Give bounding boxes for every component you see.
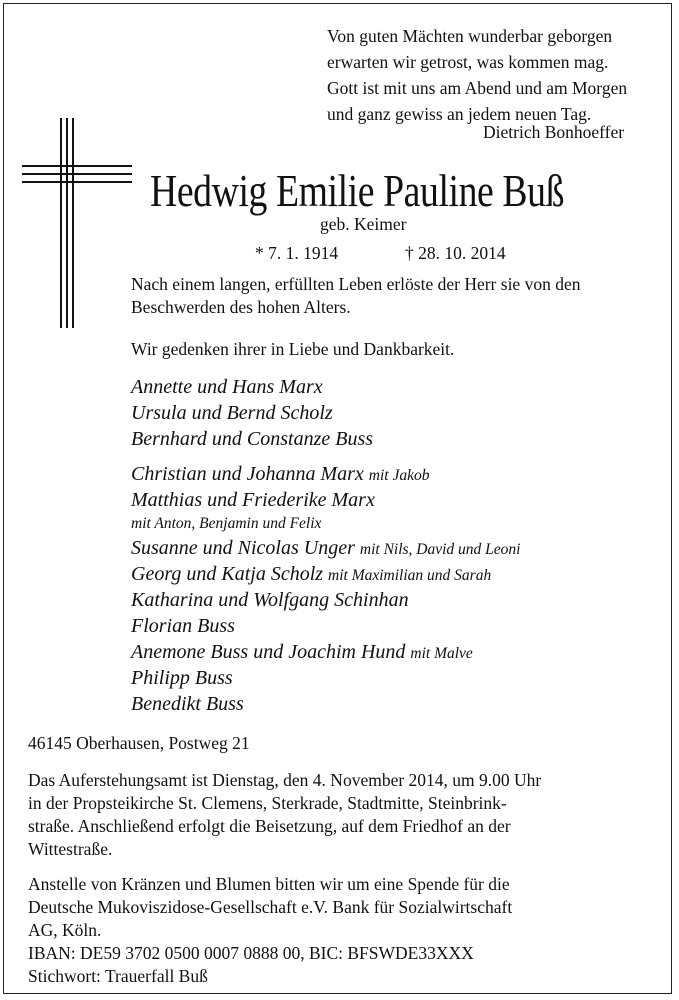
- deceased-name: Hedwig Emilie Pauline Buß: [150, 165, 565, 216]
- donation-line: IBAN: DE59 3702 0500 0007 0888 00, BIC: BFSWDE33XXX: [28, 943, 474, 963]
- mourner-grandchild: [131, 535, 521, 561]
- mourner-names: Philipp Buss: [131, 667, 233, 689]
- donation-info: [28, 873, 645, 988]
- mourner-names: Benedikt Buss: [131, 693, 244, 715]
- death-date: † 28. 10. 2014: [405, 243, 506, 263]
- funeral-line: Das Auferstehungsamt ist Dienstag, den 4. November 2014, um 9.00 Uhr: [28, 770, 542, 790]
- poem-line: Von guten Mächten wunderbar geborgen: [327, 26, 613, 46]
- mourner-names: Anemone Buss und Joachim Hund: [131, 641, 406, 663]
- donation-line: AG, Köln.: [28, 920, 102, 940]
- mourner-grandchild: [131, 587, 521, 613]
- mourner-child: Annette und Hans Marx: [131, 376, 323, 398]
- intro-paragraph: Nach einem langen, erfüllten Leben erlöste der Herr sie von den Beschwerden des hohen Alters.: [131, 274, 581, 317]
- mourner-child: Bernhard und Constanze Buss: [131, 428, 374, 450]
- remembrance-line: Wir gedenken ihrer in Liebe und Dankbarkeit.: [131, 339, 455, 359]
- mourner-grandchild: [131, 691, 521, 717]
- mourner-child: Ursula und Bernd Scholz: [131, 402, 333, 424]
- funeral-line: Wittestraße.: [28, 839, 113, 859]
- maiden-name: geb. Keimer: [320, 214, 407, 234]
- mourner-grandchild: [131, 613, 521, 639]
- donation-line: Deutsche Mukoviszidose-Gesellschaft e.V. Bank für Sozialwirtschaft: [28, 897, 513, 917]
- address: 46145 Oberhausen, Postweg 21: [28, 733, 250, 753]
- mourner-with: mit Nils, David und Leoni: [359, 541, 521, 558]
- mourner-with: mit Anton, Benjamin und Felix: [131, 515, 322, 532]
- funeral-line: in der Propsteikirche St. Clemens, Sterkrade, Stadtmitte, Steinbrink-: [28, 793, 507, 813]
- mourner-grandchild: [131, 513, 521, 535]
- mourner-names: Christian und Johanna Marx: [131, 463, 364, 485]
- mourner-grandchild: [131, 561, 521, 587]
- funeral-line: straße. Anschließend erfolgt die Beisetzung, auf dem Friedhof an der: [28, 816, 511, 836]
- birth-date: * 7. 1. 1914: [255, 243, 339, 263]
- poem-line: und ganz gewiss an jedem neuen Tag.: [327, 104, 592, 124]
- poem-line: Gott ist mit uns am Abend und am Morgen: [327, 78, 628, 98]
- mourner-grandchild: [131, 639, 521, 665]
- mourner-with: mit Jakob: [368, 467, 430, 484]
- cross-icon: [22, 118, 132, 328]
- poem-line: erwarten wir getrost, was kommen mag.: [327, 52, 609, 72]
- mourner-grandchild: [131, 461, 521, 487]
- poem: [327, 23, 627, 127]
- poem-author: Dietrich Bonhoeffer: [483, 122, 625, 142]
- donation-line: Stichwort: Trauerfall Buß: [28, 966, 208, 986]
- mourner-names: Matthias und Friederike Marx: [131, 489, 375, 511]
- mourner-grandchild: [131, 665, 521, 691]
- mourners-list: [131, 374, 521, 717]
- mourner-grandchild: [131, 487, 521, 513]
- mourner-names: Georg und Katja Scholz: [131, 563, 324, 585]
- mourner-names: Katharina und Wolfgang Schinhan: [131, 589, 409, 611]
- donation-line: Anstelle von Kränzen und Blumen bitten wir um eine Spende für die: [28, 874, 510, 894]
- funeral-info: [28, 769, 645, 861]
- mourner-with: mit Maximilian und Sarah: [328, 567, 492, 584]
- mourner-with: mit Malve: [410, 645, 473, 662]
- mourner-names: Susanne und Nicolas Unger: [131, 537, 355, 559]
- mourner-names: Florian Buss: [131, 615, 235, 637]
